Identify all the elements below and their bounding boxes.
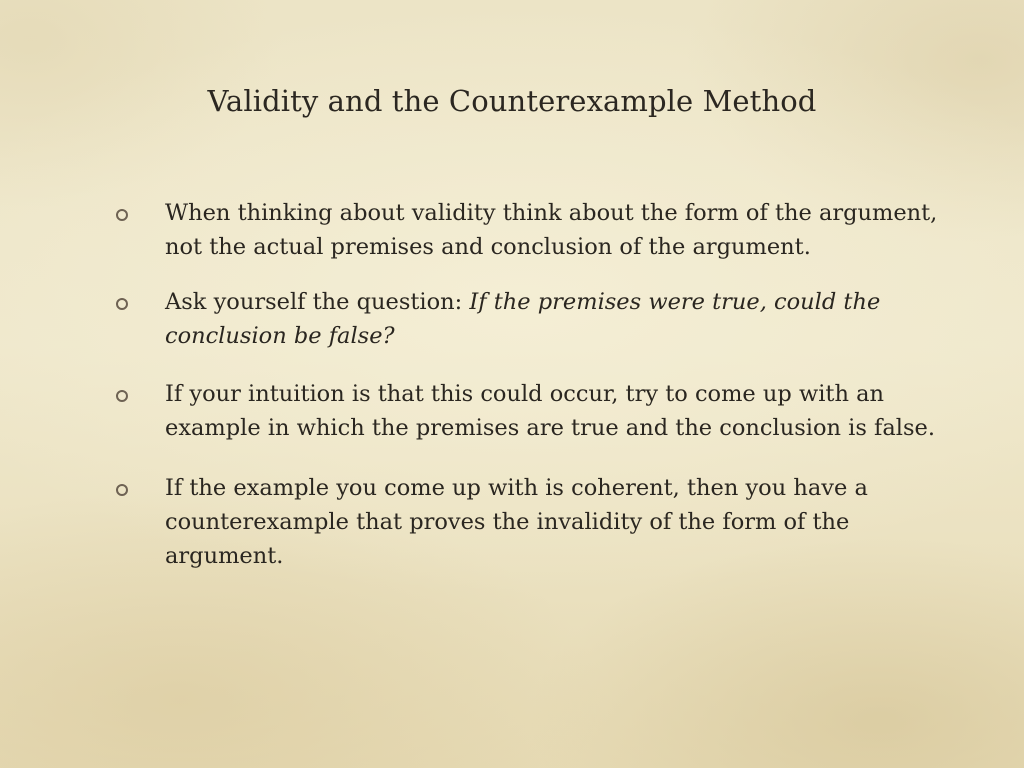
bullet-emphasis-question: If the premises were true, could the conclusion be false?	[165, 289, 881, 349]
hollow-circle-bullet-icon	[116, 209, 128, 221]
hollow-circle-bullet-icon	[116, 390, 128, 402]
bullet-item-ask-question	[110, 285, 940, 353]
bullet-text: Ask yourself the question:	[165, 289, 470, 315]
slide-title: Validity and the Counterexample Method	[207, 84, 817, 118]
bullet-text: If your intuition is that this could occur, try to come up with an example in which the premises are true and the conclusion is false.	[165, 381, 935, 441]
hollow-circle-bullet-icon	[116, 298, 128, 310]
bullet-item-validity-form	[110, 196, 940, 264]
hollow-circle-bullet-icon	[116, 484, 128, 496]
bullet-item-intuition	[110, 377, 940, 445]
bullet-list	[110, 196, 940, 594]
bullet-text: If the example you come up with is coherent, then you have a counterexample that proves the invalidity of the form of the argument.	[165, 475, 868, 569]
bullet-item-counterexample	[110, 471, 940, 573]
bullet-text: When thinking about validity think about the form of the argument, not the actual premises and conclusion of the argument.	[165, 200, 938, 260]
